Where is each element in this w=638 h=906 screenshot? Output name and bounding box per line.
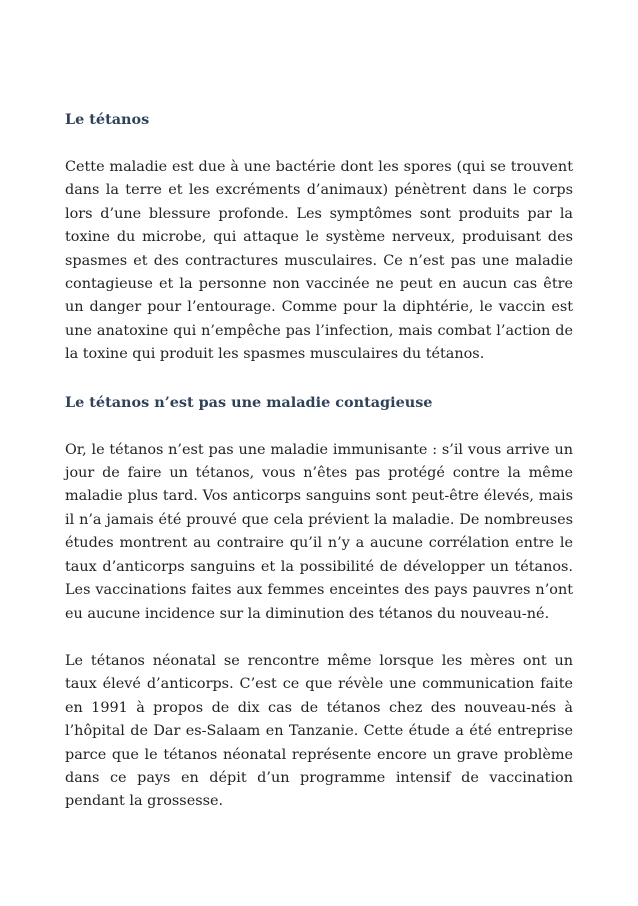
section-non-contagieuse <box>65 391 573 814</box>
section-heading: Le tétanos n’est pas une maladie contagieuse <box>65 393 433 411</box>
document-page <box>65 108 573 814</box>
paragraph: Cette maladie est due à une bactérie dont les spores (qui se trouvent dans la terre et les excréments d’animaux) pénètrent dans le corps lors d’une blessure profonde. Les symptômes sont produits par la toxine du microbe, qui attaque le système nerveux, produisant des spasmes et des contractures musculaires. Ce n’est pas une maladie contagieuse et la personne non vaccinée ne peut en aucun cas être un danger pour l’entourage. Comme pour la diphtérie, le vaccin est une anatoxine qui n’empêche pas l’infection, mais combat l’action de la toxine qui produit les spasmes musculaires du tétanos. <box>65 159 573 363</box>
paragraph: Le tétanos néonatal se rencontre même lorsque les mères ont un taux élevé d’anticorps. C’est ce que révèle une communication faite en 1991 à propos de dix cas de tétanos chez des nouveau-nés à l’hôpital de Dar es-Salaam en Tanzanie. Cette étude a été entreprise parce que le tétanos néonatal représente encore un grave problème dans ce pays en dépit d’un programme intensif de vaccination pendant la grossesse. <box>65 652 573 810</box>
paragraph: Or, le tétanos n’est pas une maladie immunisante : s’il vous arrive un jour de faire un tétanos, vous n’êtes pas protégé contre la même maladie plus tard. Vos anticorps sanguins sont peut-être élevés, mais il n’a jamais été prouvé que cela prévient la maladie. De nombreuses études montrent au contraire qu’il n’y a aucune corrélation entre le taux d’anticorps sanguins et la possibilité de développer un tétanos. Les vaccinations faites aux femmes enceintes des pays pauvres n’ont eu aucune incidence sur la diminution des tétanos du nouveau-né. <box>65 441 573 622</box>
section-heading: Le tétanos <box>65 111 150 128</box>
section-tetanos <box>65 108 573 367</box>
